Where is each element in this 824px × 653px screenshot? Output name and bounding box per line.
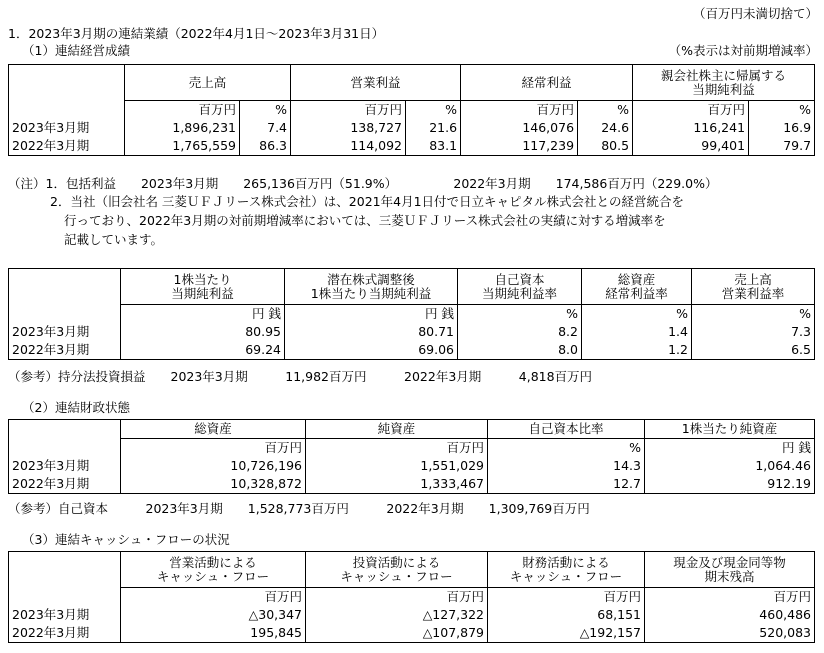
data-cell: 7.4 bbox=[240, 119, 291, 137]
unit-cell: 百万円 bbox=[291, 101, 406, 120]
data-cell: 79.7 bbox=[749, 137, 815, 156]
unit-cell: % bbox=[458, 305, 582, 324]
unit-row-label bbox=[9, 588, 121, 607]
header-operating-cf: 営業活動による キャッシュ・フロー bbox=[121, 552, 306, 588]
unit-cell: 円 銭 bbox=[121, 305, 285, 324]
data-cell: 7.3 bbox=[692, 323, 815, 341]
data-cell: 14.3 bbox=[488, 457, 645, 475]
data-cell: 912.19 bbox=[645, 475, 815, 494]
data-cell: 1,064.46 bbox=[645, 457, 815, 475]
data-cell: △192,157 bbox=[488, 624, 645, 643]
data-cell: △107,879 bbox=[306, 624, 488, 643]
data-cell: 69.24 bbox=[121, 341, 285, 360]
table-row bbox=[9, 323, 815, 341]
unit-cell: 百万円 bbox=[633, 101, 749, 120]
table-row bbox=[9, 137, 815, 156]
data-cell: 80.71 bbox=[285, 323, 458, 341]
unit-cell: 百万円 bbox=[461, 101, 578, 120]
unit-cell: % bbox=[582, 305, 692, 324]
unit-note: （百万円未満切捨て） bbox=[692, 6, 818, 21]
row-label: 2023年3月期 bbox=[9, 606, 121, 624]
header-sales: 売上高 bbox=[125, 65, 291, 101]
header-ordinary-profit: 経常利益 bbox=[461, 65, 633, 101]
header-bps: 1株当たり純資産 bbox=[645, 420, 815, 439]
table-row bbox=[9, 624, 815, 643]
data-cell: 10,328,872 bbox=[121, 475, 306, 494]
table-row bbox=[9, 119, 815, 137]
unit-cell: % bbox=[749, 101, 815, 120]
header-operating-profit: 営業利益 bbox=[291, 65, 461, 101]
header-net-income: 親会社株主に帰属する 当期純利益 bbox=[633, 65, 815, 101]
header-equity-ratio: 自己資本比率 bbox=[488, 420, 645, 439]
sub2-title: （2）連結財政状態 bbox=[22, 400, 130, 415]
row-label: 2022年3月期 bbox=[9, 137, 125, 156]
data-cell: 80.95 bbox=[121, 323, 285, 341]
data-cell: △30,347 bbox=[121, 606, 306, 624]
data-cell: 6.5 bbox=[692, 341, 815, 360]
row-label: 2023年3月期 bbox=[9, 457, 121, 475]
financial-position-table bbox=[8, 419, 815, 494]
data-cell: 138,727 bbox=[291, 119, 406, 137]
header-operating-margin: 売上高 営業利益率 bbox=[692, 269, 815, 305]
data-cell: 16.9 bbox=[749, 119, 815, 137]
row-label: 2023年3月期 bbox=[9, 119, 125, 137]
unit-row-label bbox=[9, 305, 121, 324]
data-cell: 460,486 bbox=[645, 606, 815, 624]
data-cell: 117,239 bbox=[461, 137, 578, 156]
cash-flow-table bbox=[8, 551, 815, 643]
row-label: 2022年3月期 bbox=[9, 341, 121, 360]
header-cash-balance: 現金及び現金同等物 期末残高 bbox=[645, 552, 815, 588]
data-cell: 99,401 bbox=[633, 137, 749, 156]
sub1-note: （%表示は対前期増減率） bbox=[668, 43, 818, 58]
data-cell: 80.5 bbox=[578, 137, 633, 156]
data-cell: 8.0 bbox=[458, 341, 582, 360]
unit-cell: 円 銭 bbox=[285, 305, 458, 324]
data-cell: 8.2 bbox=[458, 323, 582, 341]
data-cell: △127,322 bbox=[306, 606, 488, 624]
unit-cell: % bbox=[692, 305, 815, 324]
header-investing-cf: 投資活動による キャッシュ・フロー bbox=[306, 552, 488, 588]
table-row bbox=[9, 475, 815, 494]
data-cell: 195,845 bbox=[121, 624, 306, 643]
table-row bbox=[9, 606, 815, 624]
data-cell: 68,151 bbox=[488, 606, 645, 624]
unit-cell: 百万円 bbox=[488, 588, 645, 607]
header-roe: 自己資本 当期純利益率 bbox=[458, 269, 582, 305]
reference-equity-method: （参考）持分法投資損益 2023年3月期 11,982百万円 2022年3月期 4,818百万円 bbox=[8, 369, 593, 384]
data-cell: 1,551,029 bbox=[306, 457, 488, 475]
corner-cell bbox=[9, 420, 121, 439]
corner-cell bbox=[9, 552, 121, 588]
operating-results-table bbox=[8, 64, 815, 156]
header-financing-cf: 財務活動による キャッシュ・フロー bbox=[488, 552, 645, 588]
sub1-title: （1）連結経営成績 bbox=[22, 43, 130, 58]
unit-row-label bbox=[9, 101, 125, 120]
header-total-assets: 総資産 bbox=[121, 420, 306, 439]
note-2-line3: 記載しています。 bbox=[64, 232, 164, 247]
unit-cell: % bbox=[406, 101, 461, 120]
per-share-table bbox=[8, 268, 815, 360]
data-cell: 1,896,231 bbox=[125, 119, 240, 137]
note-comprehensive-income: （注）1．包括利益 2023年3月期 265,136百万円（51.9%） 2022年3月期 174,586百万円（229.0%） bbox=[8, 176, 718, 191]
data-cell: 69.06 bbox=[285, 341, 458, 360]
table-row bbox=[9, 457, 815, 475]
unit-cell: 円 銭 bbox=[645, 439, 815, 458]
section1-title: 1．2023年3月期の連結業績（2022年4月1日～2023年3月31日） bbox=[8, 26, 385, 41]
sub3-title: （3）連結キャッシュ・フローの状況 bbox=[22, 532, 230, 547]
unit-cell: 百万円 bbox=[306, 588, 488, 607]
unit-cell: % bbox=[578, 101, 633, 120]
note-2-line2: 行っており、2022年3月期の対前期増減率においては、三菱ＵＦＪリース株式会社の実績に対する増減率を bbox=[64, 213, 666, 228]
unit-cell: % bbox=[240, 101, 291, 120]
unit-cell: % bbox=[488, 439, 645, 458]
data-cell: 1.4 bbox=[582, 323, 692, 341]
unit-cell: 百万円 bbox=[121, 588, 306, 607]
unit-cell: 百万円 bbox=[306, 439, 488, 458]
data-cell: 114,092 bbox=[291, 137, 406, 156]
table-row bbox=[9, 341, 815, 360]
data-cell: 146,076 bbox=[461, 119, 578, 137]
data-cell: 1.2 bbox=[582, 341, 692, 360]
unit-cell: 百万円 bbox=[121, 439, 306, 458]
data-cell: 520,083 bbox=[645, 624, 815, 643]
row-label: 2022年3月期 bbox=[9, 624, 121, 643]
data-cell: 10,726,196 bbox=[121, 457, 306, 475]
data-cell: 12.7 bbox=[488, 475, 645, 494]
data-cell: 116,241 bbox=[633, 119, 749, 137]
header-net-assets: 純資産 bbox=[306, 420, 488, 439]
note-2-line1: 2．当社（旧会社名 三菱ＵＦＪリース株式会社）は、2021年4月1日付で日立キャピタル株式会社との経営統合を bbox=[50, 194, 685, 209]
header-diluted-eps: 潜在株式調整後 1株当たり当期純利益 bbox=[285, 269, 458, 305]
data-cell: 1,765,559 bbox=[125, 137, 240, 156]
data-cell: 83.1 bbox=[406, 137, 461, 156]
header-roa: 総資産 経常利益率 bbox=[582, 269, 692, 305]
data-cell: 21.6 bbox=[406, 119, 461, 137]
unit-cell: 百万円 bbox=[125, 101, 240, 120]
data-cell: 1,333,467 bbox=[306, 475, 488, 494]
row-label: 2022年3月期 bbox=[9, 475, 121, 494]
data-cell: 86.3 bbox=[240, 137, 291, 156]
data-cell: 24.6 bbox=[578, 119, 633, 137]
unit-row-label bbox=[9, 439, 121, 458]
corner-cell bbox=[9, 65, 125, 101]
row-label: 2023年3月期 bbox=[9, 323, 121, 341]
reference-equity: （参考）自己資本 2023年3月期 1,528,773百万円 2022年3月期 1,309,769百万円 bbox=[8, 501, 590, 516]
header-eps: 1株当たり 当期純利益 bbox=[121, 269, 285, 305]
unit-cell: 百万円 bbox=[645, 588, 815, 607]
corner-cell bbox=[9, 269, 121, 305]
